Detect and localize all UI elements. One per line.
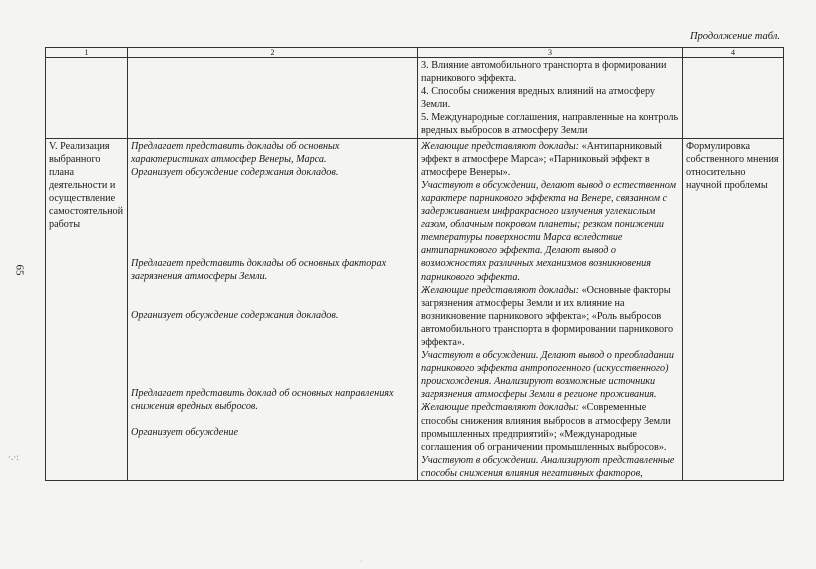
student-activity-cell [418, 138, 683, 480]
table-header-row [46, 48, 784, 58]
teacher-action: Организует обсуждение содержания докладов. [131, 166, 339, 178]
result-text: Формулировка собственного мнения относительно научной проблемы [686, 140, 779, 191]
student-action: Участвуют в обсуждении, делают вывод о естественном характере парникового эффекта на Венере, связанном с задерживанием инфракрасного излучения углекислым газом, облачным покровом планеты; резком понижении температуры поверхности Марса вследствие антипарникового эффекта. Делают вывод о возможностях различных механизмов возникновения парникового эффекта. [421, 179, 676, 283]
teacher-action: Организует обсуждение [131, 427, 238, 439]
scan-artifact: · [360, 557, 363, 566]
list-item: 3. Влияние автомобильного транспорта в формировании парникового эффекта. [421, 60, 667, 85]
teacher-action: Предлагает представить доклад об основных направлениях снижения вредных выбросов. [131, 388, 394, 413]
student-action: Желающие представляют доклады: «Современные способы снижения влияния выбросов в атмосферу Земли промышленных предприятий»; «Международные соглашения об ограничении промышленных выбросов». [421, 402, 671, 453]
page-number: 65 [13, 264, 26, 276]
column-number: 3 [418, 48, 683, 58]
continuation-label: Продолжение табл. [689, 31, 780, 42]
student-action: Участвуют в обсуждении. Анализируют представленные способы снижения влияния негативных факторов, [421, 454, 675, 479]
teacher-action: Предлагает представить доклады об основных факторах загрязнения атмосферы Земли. [131, 257, 387, 282]
list-item: 5. Международные соглашения, направленные на контроль вредных выбросов в атмосферу Земли [421, 112, 679, 137]
lesson-plan-table [45, 47, 784, 481]
stage-title: V. Реализация выбранного плана деятельности и осуществление самостоятельной работы [49, 140, 124, 231]
teacher-action: Организует обсуждение содержания докладов. [131, 310, 339, 322]
table-row [46, 138, 784, 480]
column-number: 1 [46, 48, 128, 58]
column-number: 4 [683, 48, 784, 58]
list-item: 4. Способы снижения вредных влияний на атмосферу Земли. [421, 86, 656, 111]
teacher-activity-cell [128, 138, 418, 480]
student-action: Участвуют в обсуждении. Делают вывод о преобладании парникового эффекта антропогенного (искусственного) происхождения. Анализируют возможные источники загрязнения атмосферы Земли в регионе проживания. [421, 350, 674, 401]
stage-cell [46, 138, 128, 480]
table-row [46, 58, 784, 139]
student-action: Желающие представляют доклады: «Основные факторы загрязнения атмосферы Земли и их влияние на возникновение парникового эффекта»; «Роль выбросов автомобильного транспорта в формировании парникового эффекта». [421, 284, 674, 348]
scan-artifact: ·.·: [8, 452, 19, 462]
student-action: Желающие представляют доклады: «Антипарниковый эффект в атмосфере Марса»; «Парниковый эффект в атмосфере Венеры». [421, 140, 662, 178]
column-number: 2 [128, 48, 418, 58]
teacher-action: Предлагает представить доклады об основных характеристиках атмосфер Венеры, Марса. [131, 140, 340, 165]
student-activity-cell [418, 58, 683, 139]
result-cell [683, 138, 784, 480]
